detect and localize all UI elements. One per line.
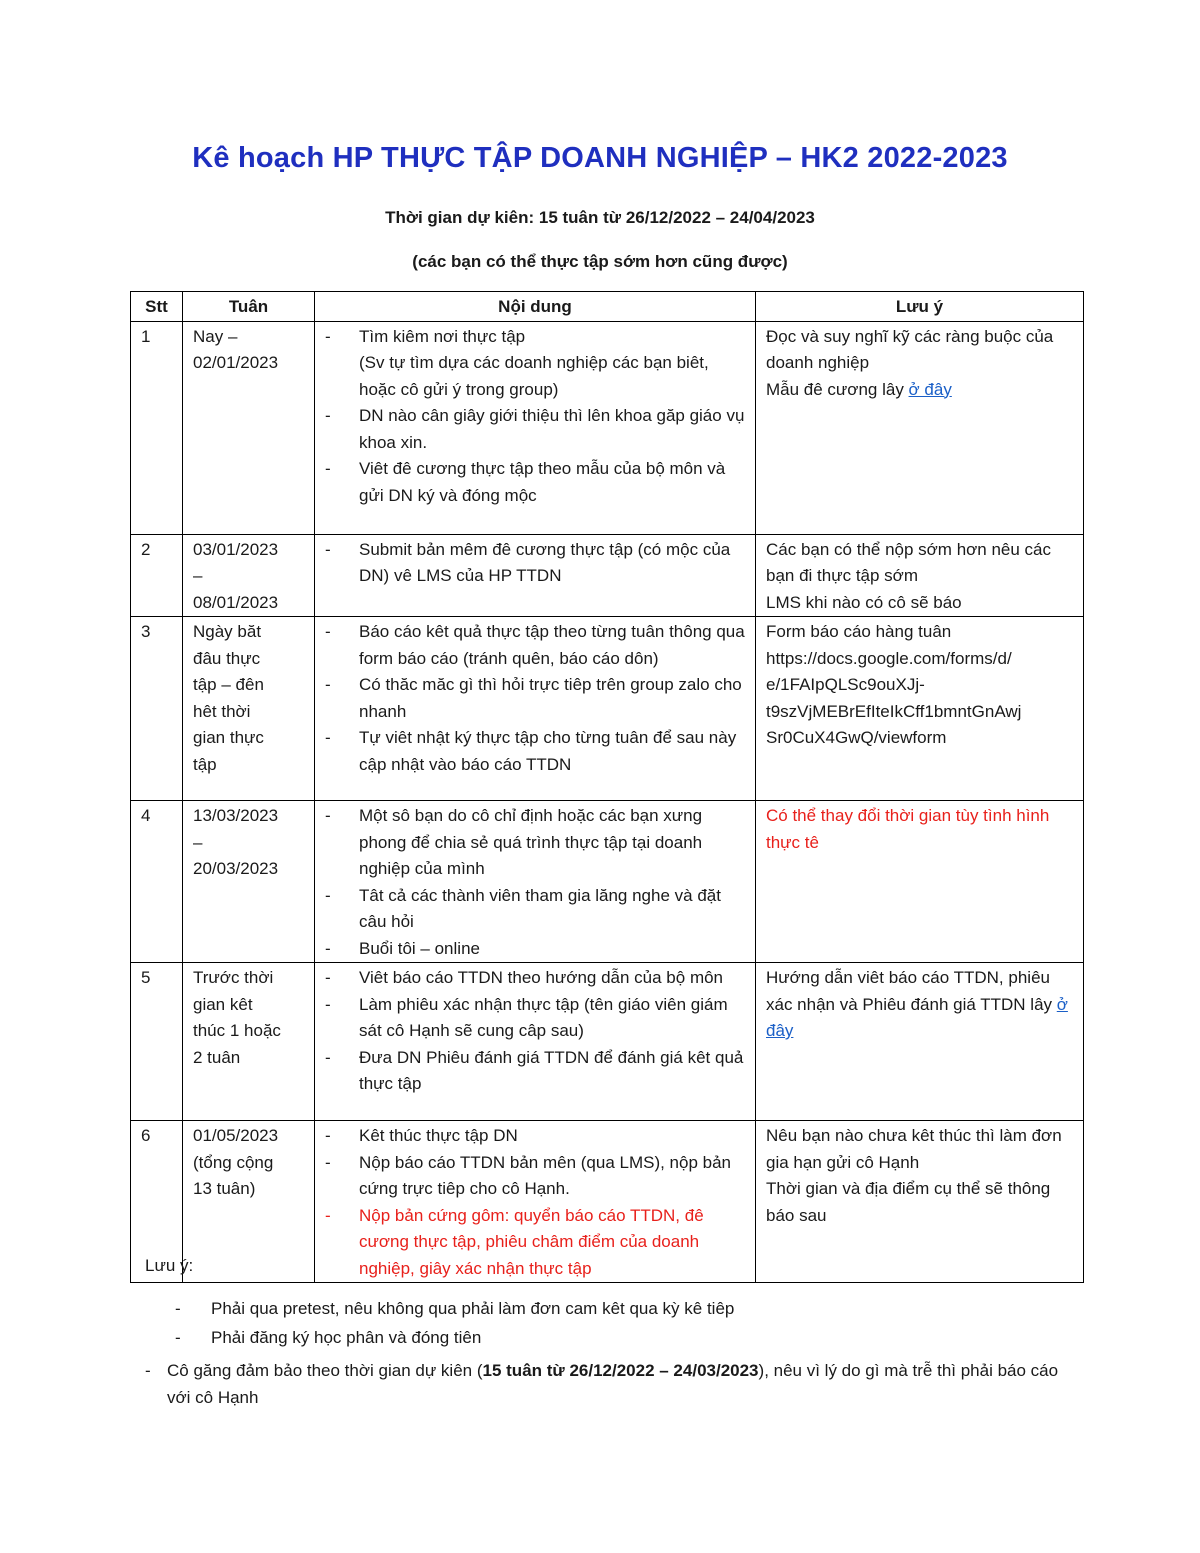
note-line: Mẫu đê cương lây [766,379,909,399]
duration-subtitle: Thời gian dự kiên: 15 tuân từ 26/12/2022 – 24/04/2023 [385,208,815,227]
row-note [756,963,1084,1121]
week-line: 20/03/2023 [193,859,279,878]
row-content [315,617,756,801]
week-line: Trước thời [193,968,274,987]
row-note [756,617,1084,801]
week-line: (tổng cộng [193,1152,274,1172]
row-note [756,534,1084,617]
list-item: - Làm phiêu xác nhận thực tập (tên giáo viên giám sát cô Hạnh sẽ cung câp sau) [325,994,728,1040]
list-item: - Một sô bạn do cô chỉ định hoặc các bạn xưng phong để chia sẻ quá trình thực tập tại doanh nghiệp của mình [325,806,703,878]
early-internship-note: (các bạn có thể thực tập sớm hơn cũng được) [412,252,788,271]
list-item: - Đưa DN Phiêu đánh giá TTDN để đánh giá kêt quả thực tập [325,1047,744,1093]
week-line: 01/05/2023 [193,1126,279,1145]
notes-section [145,1252,1065,1413]
row-stt: 5 [131,963,183,1121]
outline-template-link[interactable]: ở đây [908,379,952,399]
row-content [315,321,756,534]
list-item: - Tât cả các thành viên tham gia lăng nghe và đặt câu hỏi [325,885,721,931]
weekly-form-url[interactable]: Sr0CuX4GwQ/viewform [766,728,947,747]
table-row [131,534,1084,617]
week-line: 03/01/2023 [193,539,279,559]
week-line: – [193,566,203,585]
document-title: Kê hoạch HP THỰC TẬP DOANH NGHIỆP – HK2 2022-2023 [192,142,1008,174]
note-line: Form báo cáo hàng tuân [766,622,952,641]
week-line: đâu thực [193,648,261,668]
list-item: - Kêt thúc thực tập DN [325,1126,518,1145]
week-line: 2 tuân [193,1047,241,1067]
notes-heading: Lưu ý: [145,1256,194,1275]
row-stt: 4 [131,801,183,963]
list-item: - Viêt báo cáo TTDN theo hướng dẫn của bộ môn [325,968,724,987]
row-stt: 2 [131,534,183,617]
schedule-change-warning: Có thể thay đổi thời gian tùy tình hình thực tê [766,806,1050,852]
note-line: Đọc và suy nghĩ kỹ các ràng buộc của doanh nghiệp [766,326,1054,372]
row-content [315,534,756,617]
table-header-row [131,292,1084,322]
week-line: Ngày băt [193,622,262,641]
header-content: Nội dung [315,292,756,322]
week-line: Nay – [193,326,238,346]
weekly-form-url[interactable]: t9szVjMEBrEfIteIkCff1bmntGnAwj [766,701,1022,721]
note-item: - Phải qua pretest, nêu không qua phải làm đơn cam kêt qua kỳ kê tiêp [175,1299,735,1318]
row-week [183,801,315,963]
list-item: - Báo cáo kêt quả thực tập theo từng tuân thông qua form báo cáo (tránh quên, báo cáo dôn) [325,622,745,668]
row-week [183,963,315,1121]
note-line: Hướng dẫn viêt báo cáo TTDN, phiêu xác nhận và Phiêu đánh giá TTDN lây [766,968,1057,1014]
list-item: - Có thăc măc gì thì hỏi trực tiêp trên group zalo cho nhanh [325,675,742,721]
list-item-sub: (Sv tự tìm dựa các doanh nghiệp các bạn biêt, hoặc cô gửi ý trong group) [359,353,709,399]
table-row [131,617,1084,801]
header-week: Tuân [183,292,315,322]
week-line: 13/03/2023 [193,806,279,825]
week-line: 08/01/2023 [193,592,279,612]
note-line: Thời gian và địa điểm cụ thể sẽ thông báo sau [766,1179,1051,1225]
row-week [183,617,315,801]
row-note [756,801,1084,963]
table-row [131,963,1084,1121]
list-item: - Buổi tôi – online [325,938,480,958]
list-item: - Tìm kiêm nơi thực tập (Sv tự tìm dựa các doanh nghiệp các bạn biêt, hoặc cô gửi ý trong group) [325,326,709,399]
week-line: tập – đên [193,675,264,694]
list-item: - Nộp báo cáo TTDN bản mên (qua LMS), nộp bản cứng trực tiêp cho cô Hạnh. [325,1152,732,1198]
note-line: Các bạn có thể nộp sớm hơn nêu các bạn đi thực tập sớm [766,539,1052,585]
week-line: gian thực [193,728,264,747]
row-content [315,963,756,1121]
week-line: thúc 1 hoặc [193,1021,281,1040]
plan-table [130,291,1084,1283]
deadline-emphasis: 15 tuân từ 26/12/2022 – 24/03/2023 [482,1361,759,1380]
table-row [131,801,1084,963]
list-item: - DN nào cân giây giới thiệu thì lên khoa găp giáo vụ khoa xin. [325,406,745,452]
list-item: - Submit bản mêm đê cương thực tập (có mộc của DN) vê LMS của HP TTDN [325,539,731,585]
week-line: hêt thời [193,701,251,721]
table-row [131,321,1084,534]
week-line: tập [193,754,217,774]
row-stt: 3 [131,617,183,801]
weekly-form-url[interactable]: e/1FAIpQLSc9ouXJj- [766,675,925,694]
list-item-highlight: - Nộp bản cứng gôm: quyển báo cáo TTDN, đê cương thực tập, phiêu châm điểm của doanh nghiệp, giây xác nhận thực tập [325,1205,704,1278]
list-item: - Viêt đê cương thực tập theo mẫu của bộ môn và gửi DN ký và đóng mộc [325,459,726,505]
row-note [756,321,1084,534]
header-stt: Stt [131,292,183,322]
week-line: – [193,832,203,852]
row-week [183,534,315,617]
header-note: Lưu ý [756,292,1084,322]
row-content [315,801,756,963]
report-guide-link[interactable]: ở đây [766,994,1068,1040]
note-item-deadline: - Cô găng đảm bảo theo thời gian dự kiên (15 tuân từ 26/12/2022 – 24/03/2023), nêu vì lý do gì mà trễ thì phải báo cáo với cô Hạnh [145,1361,1059,1407]
weekly-form-url[interactable]: https://docs.google.com/forms/d/ [766,648,1012,668]
week-line: 02/01/2023 [193,353,279,372]
week-line: gian kêt [193,994,253,1014]
row-stt: 1 [131,321,183,534]
note-line: Nêu bạn nào chưa kêt thúc thì làm đơn gia hạn gửi cô Hạnh [766,1126,1062,1172]
week-line: 13 tuân) [193,1179,256,1198]
row-week [183,321,315,534]
note-line: LMS khi nào có cô sẽ báo [766,592,962,612]
list-item: - Tự viêt nhật ký thực tập cho từng tuân để sau này cập nhật vào báo cáo TTDN [325,728,737,774]
note-item: - Phải đăng ký học phân và đóng tiên [175,1328,482,1347]
row-stt: 6 [131,1121,183,1283]
